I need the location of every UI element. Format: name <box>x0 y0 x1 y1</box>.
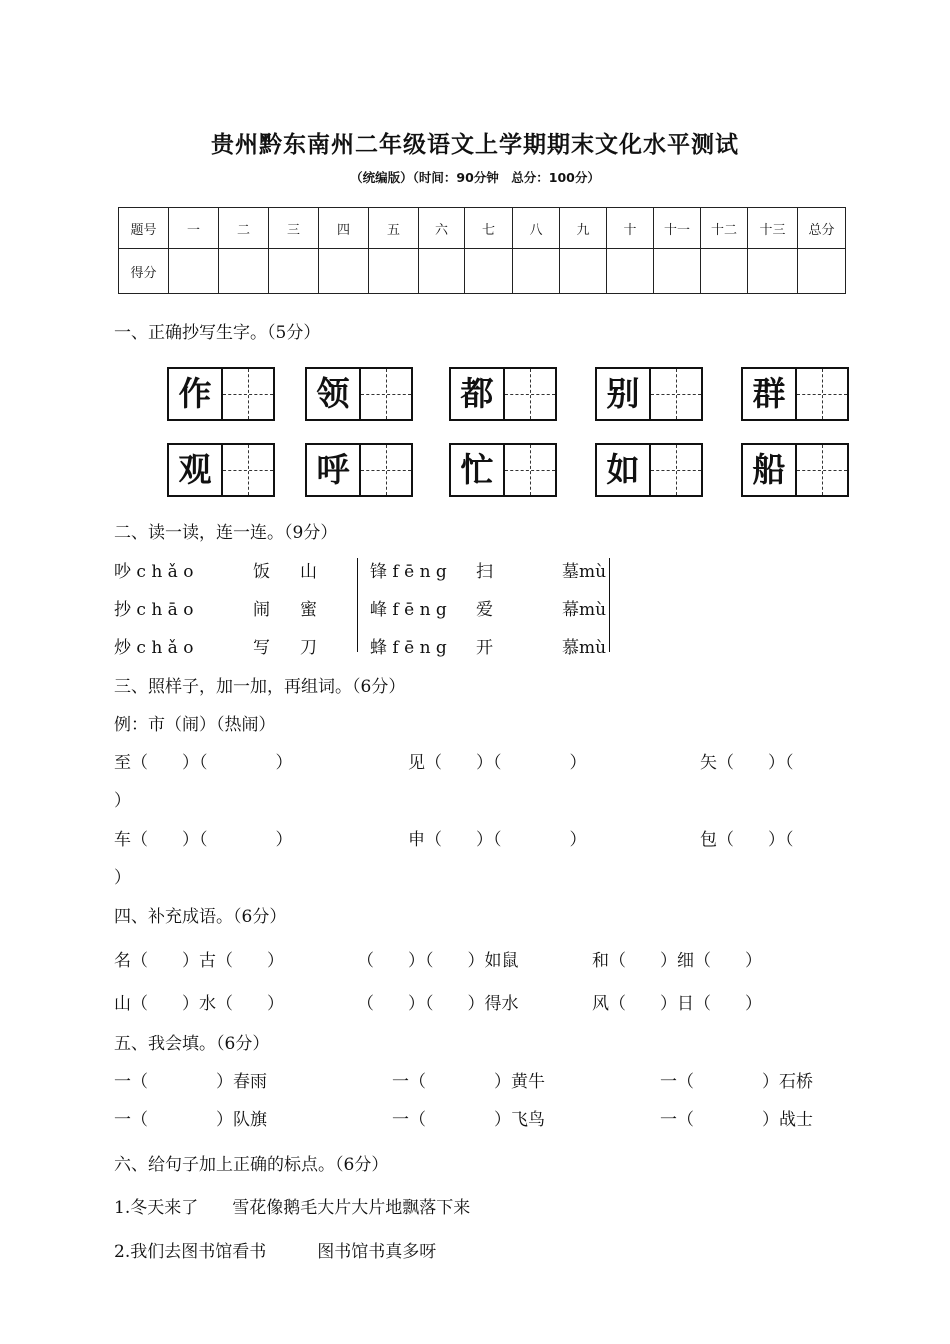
score-cell[interactable] <box>219 249 269 294</box>
score-cell[interactable] <box>560 249 607 294</box>
section-5-heading: 五、我会填。（6分） <box>114 1034 270 1054</box>
model-char: 忙 <box>451 445 505 495</box>
measure-item[interactable]: 一（ ）战士 <box>660 1110 813 1130</box>
fill-item[interactable]: 至（ ）（ ） <box>114 753 293 773</box>
score-header-cell: 四 <box>319 208 369 249</box>
model-char: 如 <box>597 445 651 495</box>
model-char: 呼 <box>307 445 361 495</box>
score-cell[interactable] <box>269 249 319 294</box>
score-cell[interactable] <box>419 249 465 294</box>
writing-box[interactable] <box>595 443 703 497</box>
model-char: 别 <box>597 369 651 419</box>
measure-item[interactable]: 一（ ）黄牛 <box>392 1072 545 1092</box>
score-cell[interactable] <box>798 249 846 294</box>
match-right-word: 墓mù <box>562 562 607 582</box>
fill-item[interactable]: 申（ ）（ ） <box>408 830 587 850</box>
writing-box[interactable] <box>449 443 557 497</box>
measure-item[interactable]: 一（ ）石桥 <box>660 1072 813 1092</box>
model-char: 领 <box>307 369 361 419</box>
model-char: 都 <box>451 369 505 419</box>
writing-box[interactable] <box>167 367 275 421</box>
score-value-row <box>119 249 846 294</box>
score-cell[interactable] <box>169 249 219 294</box>
idiom-item[interactable]: （ ）（ ）得水 <box>357 994 519 1014</box>
model-char: 船 <box>743 445 797 495</box>
writing-box[interactable] <box>595 367 703 421</box>
page-title: 贵州黔东南州二年级语文上学期期末文化水平测试 <box>211 132 739 158</box>
writing-box[interactable] <box>741 443 849 497</box>
measure-item[interactable]: 一（ ）飞鸟 <box>392 1110 545 1130</box>
divider <box>609 558 610 652</box>
score-header-cell: 题号 <box>119 208 169 249</box>
match-left-pinyin: 吵 c h ǎ o <box>114 562 194 582</box>
idiom-item[interactable]: 名（ ）古（ ） <box>114 951 284 971</box>
writing-box[interactable] <box>741 367 849 421</box>
score-header-cell: 五 <box>369 208 419 249</box>
section-1-heading: 一、正确抄写生字。（5分） <box>114 323 321 343</box>
fill-item[interactable]: 包（ ）（ <box>700 830 794 850</box>
score-header-cell: 一 <box>169 208 219 249</box>
score-header-cell: 十 <box>607 208 654 249</box>
score-header-cell: 八 <box>513 208 560 249</box>
score-cell[interactable] <box>513 249 560 294</box>
idiom-item[interactable]: 和（ ）细（ ） <box>592 951 762 971</box>
score-cell[interactable] <box>369 249 419 294</box>
match-word: 闹 <box>253 600 270 620</box>
writing-box[interactable] <box>305 443 413 497</box>
score-table <box>118 207 846 294</box>
section-2-heading: 二、读一读，连一连。（9分） <box>114 523 338 543</box>
model-char: 观 <box>169 445 223 495</box>
match-word: 刀 <box>300 638 317 658</box>
match-left-pinyin: 抄 c h ā o <box>114 600 194 620</box>
measure-item[interactable]: 一（ ）队旗 <box>114 1110 267 1130</box>
writing-box[interactable] <box>167 443 275 497</box>
score-cell[interactable] <box>701 249 748 294</box>
writing-box[interactable] <box>449 367 557 421</box>
idiom-item[interactable]: （ ）（ ）如鼠 <box>357 951 519 971</box>
section-4-heading: 四、补充成语。（6分） <box>114 907 287 927</box>
divider <box>357 558 358 652</box>
section-6-heading: 六、给句子加上正确的标点。（6分） <box>114 1155 389 1175</box>
score-header-cell: 九 <box>560 208 607 249</box>
score-header-row <box>119 208 846 249</box>
score-cell[interactable] <box>654 249 701 294</box>
punctuation-question[interactable]: 2.我们去图书馆看书 图书馆书真多呀 <box>114 1242 437 1262</box>
section-3-heading: 三、照样子，加一加，再组词。（6分） <box>114 677 406 697</box>
match-word: 山 <box>300 562 317 582</box>
match-mid-pinyin: 峰 f ē n g <box>370 600 447 620</box>
fill-item[interactable]: 见（ ）（ ） <box>408 753 587 773</box>
model-char: 作 <box>169 369 223 419</box>
match-right-word: 幕mù <box>562 600 607 620</box>
score-header-cell: 六 <box>419 208 465 249</box>
match-word: 开 <box>476 638 493 658</box>
match-word: 写 <box>253 638 270 658</box>
score-row-label: 得分 <box>119 249 169 294</box>
score-cell[interactable] <box>465 249 513 294</box>
page-subtitle: （统编版）（时间：90分钟 总分：100分） <box>350 170 600 185</box>
score-header-cell: 十二 <box>701 208 748 249</box>
score-header-cell: 总分 <box>798 208 846 249</box>
fill-item-wrap: ） <box>114 868 131 888</box>
match-mid-pinyin: 锋 f ē n g <box>370 562 447 582</box>
score-header-cell: 十一 <box>654 208 701 249</box>
match-word: 蜜 <box>300 600 317 620</box>
idiom-item[interactable]: 风（ ）日（ ） <box>592 994 762 1014</box>
model-char: 群 <box>743 369 797 419</box>
match-mid-pinyin: 蜂 f ē n g <box>370 638 447 658</box>
score-header-cell: 七 <box>465 208 513 249</box>
match-left-pinyin: 炒 c h ǎ o <box>114 638 194 658</box>
score-header-cell: 三 <box>269 208 319 249</box>
measure-item[interactable]: 一（ ）春雨 <box>114 1072 267 1092</box>
idiom-item[interactable]: 山（ ）水（ ） <box>114 994 284 1014</box>
writing-box[interactable] <box>305 367 413 421</box>
match-word: 扫 <box>476 562 493 582</box>
score-header-cell: 十三 <box>748 208 798 249</box>
match-right-word: 慕mù <box>562 638 607 658</box>
punctuation-question[interactable]: 1.冬天来了 雪花像鹅毛大片大片地飘落下来 <box>114 1198 471 1218</box>
example-line: 例：市（闹）（热闹） <box>114 715 276 735</box>
match-word: 饭 <box>253 562 270 582</box>
fill-item-wrap: ） <box>114 791 131 811</box>
score-cell[interactable] <box>319 249 369 294</box>
score-cell[interactable] <box>748 249 798 294</box>
fill-item[interactable]: 车（ ）（ ） <box>114 830 293 850</box>
score-header-cell: 二 <box>219 208 269 249</box>
score-cell[interactable] <box>607 249 654 294</box>
match-word: 爱 <box>476 600 493 620</box>
fill-item[interactable]: 矢（ ）（ <box>700 753 794 773</box>
